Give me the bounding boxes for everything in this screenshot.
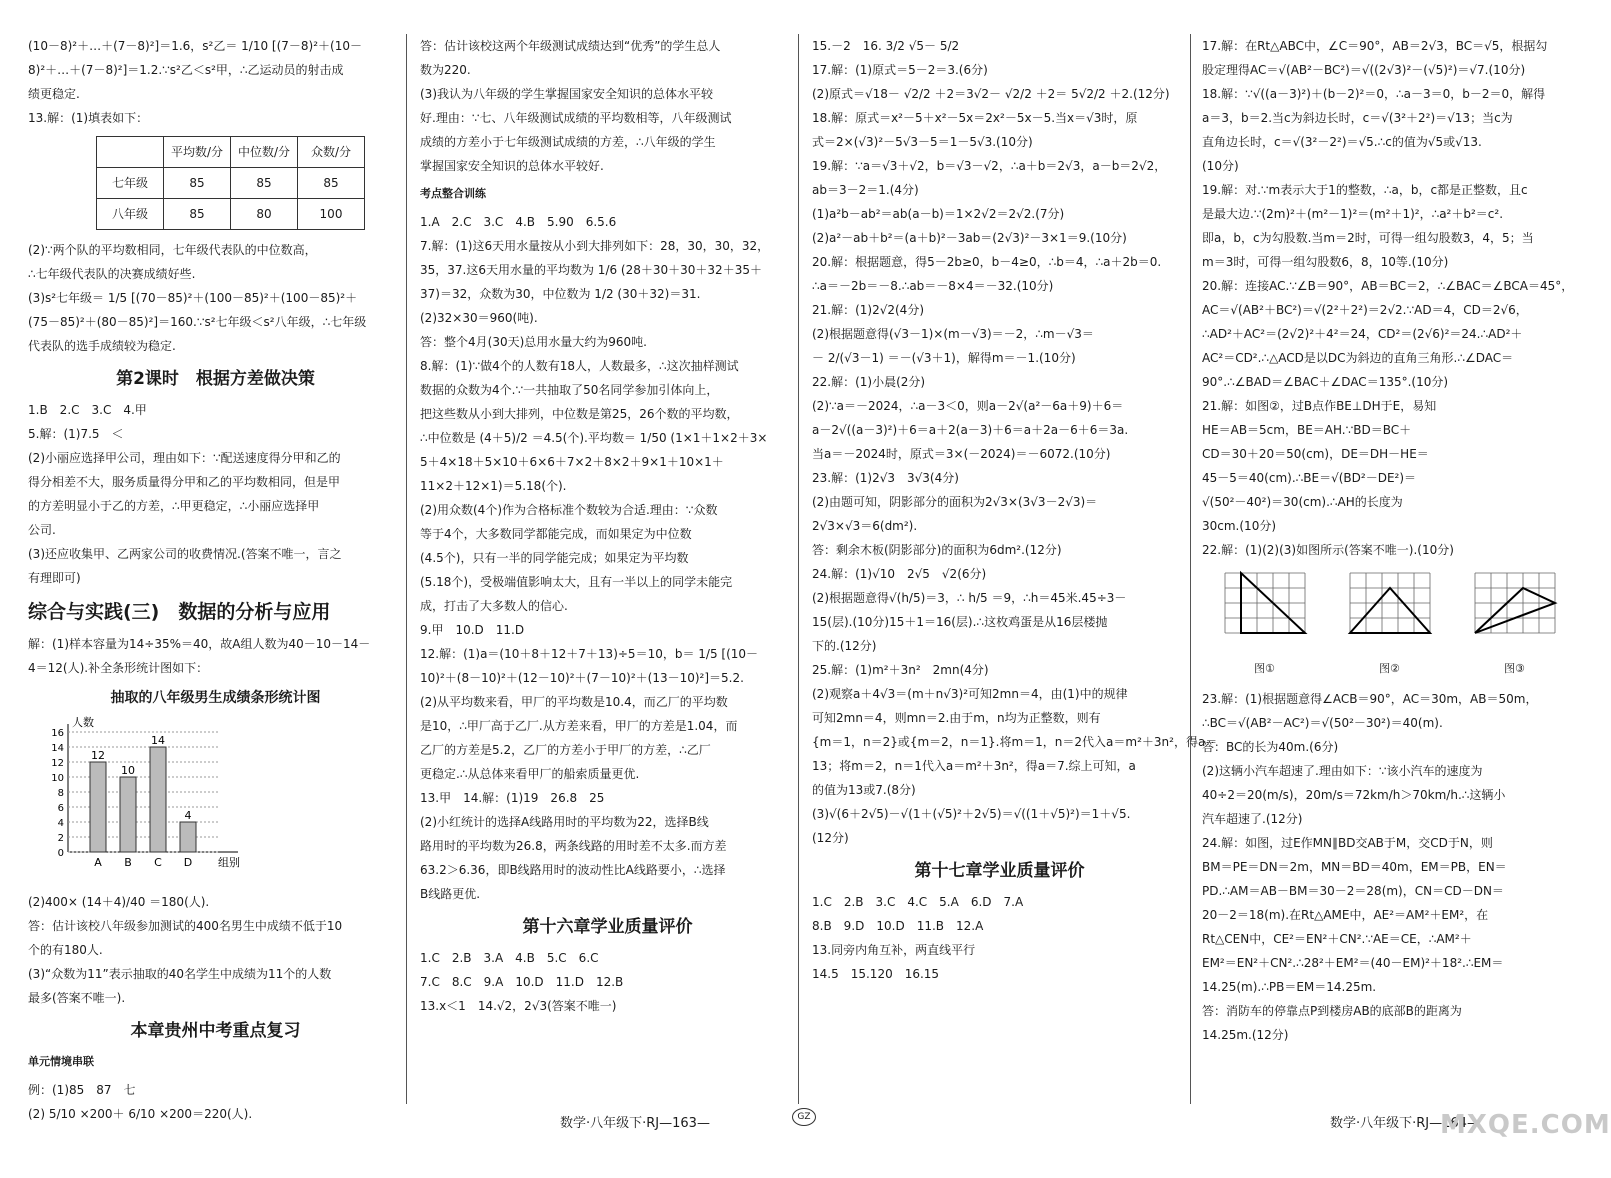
col1-practice-lines — [28, 632, 403, 680]
table-row — [97, 199, 365, 230]
text-line: 24.解：(1)√10 2√5 √2(6分) — [812, 567, 987, 581]
text-line: 12.解：(1)a＝(10＋8＋12＋7＋13)÷5＝10，b＝ 1/5 [(10－ — [420, 647, 759, 661]
text-line: 即a，b，c为勾股数.当m＝2时，可得一组勾股数3，4，5；当 — [1202, 231, 1534, 245]
text-line: {m＝1，n＝2}或{m＝2，n＝1}.将m＝1，n＝2代入a＝m²＋3n²，得a＝ — [812, 735, 1218, 749]
bar-chart — [28, 712, 288, 882]
col1-lesson-lines — [28, 398, 403, 590]
section-subtitle: 考点整合训练 — [420, 187, 486, 200]
y-tick-label: 8 — [57, 788, 64, 799]
text-line: 得分相差不大，服务质量得分甲和乙的平均数相同，但是甲 — [28, 475, 341, 489]
text-line: (4.5个)，只有一半的同学能完成；如果定为平均数 — [420, 551, 689, 565]
text-line: 14.5 15.120 16.15 — [812, 967, 940, 981]
text-line: (3)还应收集甲、乙两家公司的收费情况.(答案不唯一，言之 — [28, 547, 342, 561]
y-tick-label: 16 — [51, 728, 64, 739]
table-cell: 七年级 — [97, 168, 164, 199]
col2-lines-b — [420, 210, 795, 906]
figure-caption: 图② — [1379, 662, 1400, 675]
text-line: ab＝3－2＝1.(4分) — [812, 183, 919, 197]
grid-figure — [1220, 568, 1310, 681]
text-line: 下的.(12分) — [812, 639, 877, 653]
text-line: 35，37.这6天用水量的平均数为 1/6 (28＋30＋30＋32＋35＋ — [420, 263, 762, 277]
text-line: ∴AD²＋AC²＝(2√2)²＋4²＝24，CD²＝(2√6)²＝24.∴AD²＋ — [1202, 327, 1523, 341]
x-axis-label: 组别 — [218, 856, 240, 869]
figure-caption: 图③ — [1504, 662, 1525, 675]
text-line: 式＝2×(√3)²－5√3－5＝1－5√3.(10分) — [812, 135, 1033, 149]
column-2 — [420, 34, 795, 1104]
text-line: 是10，∴甲厂高于乙厂.从方差来看，甲厂的方差是1.04，而 — [420, 719, 738, 733]
y-tick-label: 14 — [51, 743, 64, 754]
table-cell: 85 — [298, 168, 365, 199]
text-line: 7.解：(1)这6天用水量按从小到大排列如下：28，30，30，32， — [420, 239, 770, 253]
text-line: 等于4个，大多数同学都能完成，而如果定为中位数 — [420, 527, 692, 541]
text-line: 掌握国家安全知识的总体水平较好. — [420, 159, 604, 173]
publisher-mark: GZ — [792, 1108, 816, 1126]
data-label: 12 — [91, 749, 105, 762]
text-line: 20－2＝18(m).在Rt△AME中，AE²＝AM²＋EM²，在 — [1202, 908, 1489, 922]
text-line: 7.C 8.C 9.A 10.D 11.D 12.B — [420, 975, 624, 989]
text-line: 可知2mn＝4，则mn＝2.由于m，n均为正整数，则有 — [812, 711, 1101, 725]
text-line: 8.B 9.D 10.D 11.B 12.A — [812, 919, 984, 933]
text-line: 13.同旁内角互补，两直线平行 — [812, 943, 976, 957]
text-line: 当a＝－2024时，原式＝3×(－2024)＝－6072.(10分) — [812, 447, 1111, 461]
text-line: 21.解：(1)2√2(4分) — [812, 303, 924, 317]
text-line: ∴BC＝√(AB²－AC²)＝√(50²－30²)＝40(m). — [1202, 716, 1443, 730]
text-line: 18.解：原式＝x²－5＋x²－5x＝2x²－5x－5.当x＝√3时，原 — [812, 111, 1138, 125]
text-line: HE＝AB＝5cm，BE＝AH.∵BD＝BC＋ — [1202, 423, 1412, 437]
bar — [90, 762, 106, 852]
text-line: (2)用众数(4个)作为合格标准个数较为合适.理由：∵众数 — [420, 503, 718, 517]
text-line: (2) 5/10 ×200＋ 6/10 ×200＝220(人). — [28, 1107, 253, 1121]
bar — [150, 747, 166, 852]
text-line: EM²＝EN²＋CN².∴28²＋EM²＝(40－EM)²＋18².∴EM＝ — [1202, 956, 1504, 970]
table-cell: 85 — [164, 168, 231, 199]
grid-figure — [1345, 568, 1435, 681]
section-title: 第十六章学业质量评价 — [522, 917, 693, 937]
text-line: 1.A 2.C 3.C 4.B 5.90 6.5.6 — [420, 215, 617, 229]
data-label: 10 — [121, 764, 135, 777]
score-table — [96, 136, 365, 230]
text-line: 5.解：(1)7.5 ＜ — [28, 427, 124, 441]
table-header-cell: 中位数/分 — [231, 137, 298, 168]
text-line: 63.2＞6.36，即B线路用时的波动性比A线路要小，∴选择 — [420, 863, 726, 877]
text-line: (1)a²b－ab²＝ab(a－b)＝1×2√2＝2√2.(7分) — [812, 207, 1065, 221]
col1-after-table — [28, 238, 403, 358]
text-line: 乙厂的方差是5.2，乙厂的方差小于甲厂的方差，∴乙厂 — [420, 743, 711, 757]
text-line: 4＝12(人).补全条形统计图如下： — [28, 661, 209, 675]
text-line: 13.x＜1 14.√2，2√3(答案不唯一) — [420, 999, 617, 1013]
text-line: 答：BC的长为40m.(6分) — [1202, 740, 1339, 754]
table-cell: 100 — [298, 199, 365, 230]
text-line: 20.解：连接AC.∵∠B＝90°，AB＝BC＝2，∴∠BAC＝∠BCA＝45°， — [1202, 279, 1574, 293]
text-line: (2)由题可知，阴影部分的面积为2√3×(3√3－2√3)＝ — [812, 495, 1098, 509]
table-cell: 八年级 — [97, 199, 164, 230]
text-line: a－2√((a－3)²)＋6＝a＋2(a－3)＋6＝a＋2a－6＋6＝3a. — [812, 423, 1129, 437]
text-line: 解：(1)样本容量为14÷35%＝40，故A组人数为40－10－14－ — [28, 637, 371, 651]
text-line: 10)²＋(8－10)²＋(12－10)²＋(7－10)²＋(13－10)²]＝5.2. — [420, 671, 744, 685]
text-line: (10分) — [1202, 159, 1239, 173]
text-line: 1.C 2.B 3.C 4.C 5.A 6.D 7.A — [812, 895, 1024, 909]
y-tick-label: 4 — [57, 818, 64, 829]
text-line: 是最大边.∵(2m)²＋(m²－1)²＝(m²＋1)²，∴a²＋b²＝c². — [1202, 207, 1504, 221]
text-line: 13；将m＝2，n＝1代入a＝m²＋3n²，得a＝7.综上可知，a — [812, 759, 1136, 773]
text-line: 17.解：(1)原式＝5－2＝3.(6分) — [812, 63, 988, 77]
text-line: 23.解：(1)2√3 3√3(4分) — [812, 471, 959, 485]
column-3 — [812, 34, 1218, 1104]
text-line: 13.解：(1)填表如下： — [28, 111, 149, 125]
text-line: 1.C 2.B 3.A 4.B 5.C 6.C — [420, 951, 599, 965]
text-line: 最多(答案不唯一). — [28, 991, 126, 1005]
table-cell: 85 — [164, 199, 231, 230]
text-line: 的值为13或7.(8分) — [812, 783, 916, 797]
text-line: 20.解：根据题意，得5－2b≥0，b－4≥0，∴b＝4，∴a＋2b＝0. — [812, 255, 1162, 269]
y-tick-label: 6 — [57, 803, 64, 814]
text-line: － 2/(√3－1) ＝－(√3＋1)，解得m＝－1.(10分) — [812, 351, 1076, 365]
text-line: (2)根据题意得√(h/5)＝3，∴ h/5 ＝9，∴h＝45米.45÷3－ — [812, 591, 1127, 605]
text-line: 11×2＋12×1)＝5.18(个). — [420, 479, 567, 493]
text-line: 13.甲 14.解：(1)19 26.8 25 — [420, 791, 605, 805]
watermark: MXQE.COM — [1440, 1110, 1611, 1140]
col4-lines-a — [1202, 34, 1577, 562]
text-line: 绩更稳定. — [28, 87, 80, 101]
y-tick-label: 2 — [57, 833, 64, 844]
table-row — [97, 168, 365, 199]
text-line: (2)从平均数来看，甲厂的平均数是10.4，而乙厂的平均数 — [420, 695, 728, 709]
text-line: 答：估计该校八年级参加测试的400名男生中成绩不低于10 — [28, 919, 343, 933]
x-tick-label: D — [183, 856, 193, 869]
text-line: (2)∵两个队的平均数相同，七年级代表队的中位数高， — [28, 243, 317, 257]
text-line: 股定理得AC＝√(AB²－BC²)＝√((2√3)²－(√5)²)＝√7.(10分) — [1202, 63, 1526, 77]
column-4 — [1202, 34, 1577, 1104]
column-divider — [1190, 34, 1191, 1104]
text-line: ∴a＝－2b＝－8.∴ab＝－8×4＝－32.(10分) — [812, 279, 1054, 293]
text-line: (2)400× (14＋4)/40 ＝180(人). — [28, 895, 210, 909]
col1-review-lines — [28, 1078, 403, 1126]
y-tick-label: 10 — [51, 773, 64, 784]
text-line: m＝3时，可得一组勾股数6，8，10等.(10分) — [1202, 255, 1449, 269]
text-line: 2√3×√3＝6(dm²). — [812, 519, 918, 533]
text-line: 公司. — [28, 523, 56, 537]
text-line: 45－5＝40(cm).∴BE＝√(BD²－DE²)＝ — [1202, 471, 1417, 485]
text-line: (5.18个)，受极端值影响太大，且有一半以上的同学未能完 — [420, 575, 733, 589]
text-line: 有理即可) — [28, 571, 81, 585]
col1-top-lines — [28, 34, 403, 130]
text-line: 数据的众数为4个.∵一共抽取了50名同学参加引体向上， — [420, 383, 719, 397]
bar — [120, 777, 136, 852]
text-line: 90°.∴∠BAD＝∠BAC＋∠DAC＝135°.(10分) — [1202, 375, 1449, 389]
text-line: 14.25(m).∴PB＝EM＝14.25m. — [1202, 980, 1377, 994]
text-line: AC＝√(AB²＋BC²)＝√(2²＋2²)＝2√2.∵AD＝4，CD＝2√6， — [1202, 303, 1528, 317]
table-cell: 80 — [231, 199, 298, 230]
text-line: 30cm.(10分) — [1202, 519, 1277, 533]
text-line: (10－8)²＋…＋(7－8)²]＝1.6，s²乙＝ 1/10 [(7－8)²＋(10－ — [28, 39, 363, 53]
text-line: 直角边长时，c＝√(3²－2²)＝√5.∴c的值为√5或√13. — [1202, 135, 1482, 149]
col4-lines-b — [1202, 687, 1577, 1047]
text-line: 把这些数从小到大排列，中位数是第25，26个数的平均数， — [420, 407, 739, 421]
text-line: 个的有180人. — [28, 943, 103, 957]
text-line: 19.解：∵a＝√3＋√2，b＝√3－√2，∴a＋b＝2√3，a－b＝2√2， — [812, 159, 1167, 173]
text-line: ∴中位数是 (4＋5)/2 ＝4.5(个).平均数＝ 1/50 (1×1＋1×2＋3× — [420, 431, 768, 445]
chart-title: 抽取的八年级男生成绩条形统计图 — [110, 690, 321, 706]
text-line: (2)小红统计的选择A线路用时的平均数为22，选择B线 — [420, 815, 709, 829]
text-line: 5＋4×18＋5×10＋6×6＋7×2＋8×2＋9×1＋10×1＋ — [420, 455, 724, 469]
bar — [180, 822, 196, 852]
x-tick-label: A — [94, 856, 102, 869]
text-line: 24.解：如图，过E作MN∥BD交AB于M，交CD于N，则 — [1202, 836, 1493, 850]
lesson-title: 第2课时 根据方差做决策 — [116, 369, 315, 389]
text-line: 15(层).(10分)15＋1＝16(层).∴这枚鸡蛋是从16层楼抛 — [812, 615, 1108, 629]
text-line: 好.理由：∵七、八年级测试成绩的平均数相等，八年级测试 — [420, 111, 732, 125]
text-line: 22.解：(1)小晨(2分) — [812, 375, 926, 389]
text-line: (2)根据题意得(√3－1)×(m－√3)＝－2，∴m－√3＝ — [812, 327, 1094, 341]
review-title: 本章贵州中考重点复习 — [130, 1021, 301, 1041]
text-line: 更稳定.∴从总体来看甲厂的船索质量更优. — [420, 767, 640, 781]
text-line: (3)s²七年级＝ 1/5 [(70－85)²＋(100－85)²＋(100－85)²＋ — [28, 291, 358, 305]
text-line: 17.解：在Rt△ABC中，∠C＝90°，AB＝2√3，BC＝√5，根据勾 — [1202, 39, 1548, 53]
col3-lines-b — [812, 890, 1187, 986]
page-footer-right: 数学·八年级下·RJ—164— — [1330, 1116, 1480, 1131]
table-cell: 85 — [231, 168, 298, 199]
text-line: 路用时的平均数为26.8，两条线路的用时差不太多.而方差 — [420, 839, 727, 853]
grid-figure-3 — [1470, 568, 1560, 648]
text-line: AC²＝CD².∴△ACD是以DC为斜边的直角三角形.∴∠DAC＝ — [1202, 351, 1514, 365]
data-label: 4 — [184, 809, 192, 822]
text-line: (2)∵a＝－2024，∴a－3＜0，则a－2√(a²－6a＋9)＋6＝ — [812, 399, 1124, 413]
text-line: 18.解：∵√((a－3)²)＋(b－2)²＝0，∴a－3＝0，b－2＝0，解得 — [1202, 87, 1546, 101]
text-line: 成，打击了大多数人的信心. — [420, 599, 568, 613]
text-line: CD＝30＋20＝50(cm)，DE＝DH－HE＝ — [1202, 447, 1429, 461]
text-line: 答：估计该校这两个年级测试成绩达到“优秀”的学生总人 — [420, 39, 721, 53]
text-line: (2)这辆小汽车超速了.理由如下：∵该小汽车的速度为 — [1202, 764, 1483, 778]
section-title: 第十七章学业质量评价 — [914, 861, 1085, 881]
text-line: 8.解：(1)∵做4个的人数有18人，人数最多，∴这次抽样测试 — [420, 359, 739, 373]
col2-lines-a — [420, 34, 795, 178]
text-line: 19.解：对.∵m表示大于1的整数，∴a，b，c都是正整数，且c — [1202, 183, 1528, 197]
text-line: (2)a²－ab＋b²＝(a＋b)²－3ab＝(2√3)²－3×1＝9.(10分) — [812, 231, 1127, 245]
text-line: 23.解：(1)根据题意得∠ACB＝90°，AC＝30m，AB＝50m， — [1202, 692, 1538, 706]
text-line: (2)32×30＝960(吨). — [420, 311, 538, 325]
text-line: 例：(1)85 87 七 — [28, 1083, 136, 1097]
text-line: 22.解：(1)(2)(3)如图所示(答案不唯一).(10分) — [1202, 543, 1454, 557]
practice-title: 综合与实践(三) 数据的分析与应用 — [28, 601, 331, 623]
figure-caption: 图① — [1254, 662, 1275, 675]
text-line: (12分) — [812, 831, 849, 845]
text-line: 汽车超速了.(12分) — [1202, 812, 1303, 826]
y-axis-label: 人数 — [72, 716, 94, 729]
x-tick-label: B — [124, 856, 132, 869]
text-line: 9.甲 10.D 11.D — [420, 623, 525, 637]
y-tick-label: 12 — [51, 758, 64, 769]
text-line: ∴七年级代表队的决赛成绩好些. — [28, 267, 196, 281]
review-subtitle: 单元情境串联 — [28, 1055, 94, 1068]
text-line: 40÷2＝20(m/s)，20m/s＝72km/h＞70km/h.∴这辆小 — [1202, 788, 1506, 802]
grid-figure — [1470, 568, 1560, 681]
text-line: (2)观察a＋4√3＝(m＋n√3)²可知2mn＝4，由(1)中的规律 — [812, 687, 1128, 701]
column-divider — [406, 34, 407, 1104]
data-label: 14 — [151, 734, 165, 747]
y-tick-label: 0 — [57, 848, 64, 859]
grid-figures — [1202, 568, 1577, 681]
col3-lines-a — [812, 34, 1218, 850]
text-line: (75－85)²＋(80－85)²]＝160.∵s²七年级＜s²八年级，∴七年级 — [28, 315, 367, 329]
text-line: 数为220. — [420, 63, 471, 77]
text-line: 代表队的选手成绩较为稳定. — [28, 339, 176, 353]
text-line: B线路更优. — [420, 887, 481, 901]
text-line: 答：剩余木板(阴影部分)的面积为6dm².(12分) — [812, 543, 1062, 557]
text-line: (3)√(6＋2√5)－√(1＋(√5)²＋2√5)＝√((1＋√5)²)＝1＋√5. — [812, 807, 1131, 821]
text-line: 答：消防车的停靠点P到楼房AB的底部B的距离为 — [1202, 1004, 1462, 1018]
text-line: (3)我认为八年级的学生掌握国家安全知识的总体水平较 — [420, 87, 714, 101]
table-header-cell: 众数/分 — [298, 137, 365, 168]
text-line: Rt△CEN中，CE²＝EN²＋CN².∵AE＝CE，∴AM²＋ — [1202, 932, 1472, 946]
text-line: 25.解：(1)m²＋3n² 2mn(4分) — [812, 663, 989, 677]
table-header-cell: 平均数/分 — [164, 137, 231, 168]
column-divider — [798, 34, 799, 1104]
text-line: (2)小丽应选择甲公司，理由如下：∵配送速度得分甲和乙的 — [28, 451, 341, 465]
text-line: BM＝PE＝DN＝2m，MN＝BD＝40m，EM＝PB，EN＝ — [1202, 860, 1507, 874]
text-line: 14.25m.(12分) — [1202, 1028, 1289, 1042]
text-line: 21.解：如图②，过B点作BE⊥DH于E，易知 — [1202, 399, 1437, 413]
text-line: PD.∴AM＝AB－BM＝30－2＝28(m)，CN＝CD－DN＝ — [1202, 884, 1504, 898]
text-line: 37)＝32，众数为30，中位数为 1/2 (30＋32)＝31. — [420, 287, 701, 301]
text-line: 答：整个4月(30天)总用水量大约为960吨. — [420, 335, 647, 349]
col2-lines-c — [420, 946, 795, 1018]
text-line: (2)原式＝√18－ √2/2 ＋2＝3√2－ √2/2 ＋2＝ 5√2/2 ＋2.(12分) — [812, 87, 1170, 101]
text-line: 成绩的方差小于七年级测试成绩的方差，∴八年级的学生 — [420, 135, 716, 149]
page-footer-left: 数学·八年级下·RJ—163— — [560, 1116, 710, 1131]
text-line: 1.B 2.C 3.C 4.甲 — [28, 403, 147, 417]
grid-figure-1 — [1220, 568, 1310, 648]
table-header-cell — [97, 137, 164, 168]
grid-figure-2 — [1345, 568, 1435, 648]
x-tick-label: C — [154, 856, 162, 869]
text-line: a＝3，b＝2.当c为斜边长时，c＝√(3²＋2²)＝√13；当c为 — [1202, 111, 1513, 125]
text-line: 8)²＋…＋(7－8)²]＝1.2.∵s²乙＜s²甲，∴乙运动员的射击成 — [28, 63, 344, 77]
col1-after-chart — [28, 890, 403, 1010]
column-1 — [28, 34, 403, 1121]
text-line: 的方差明显小于乙的方差，∴甲更稳定，∴小丽应选择甲 — [28, 499, 320, 513]
text-line: (3)“众数为11”表示抽取的40名学生中成绩为11个的人数 — [28, 967, 332, 981]
text-line: 15.－2 16. 3/2 √5－ 5/2 — [812, 39, 960, 53]
text-line: √(50²－40²)＝30(cm).∴AH的长度为 — [1202, 495, 1403, 509]
